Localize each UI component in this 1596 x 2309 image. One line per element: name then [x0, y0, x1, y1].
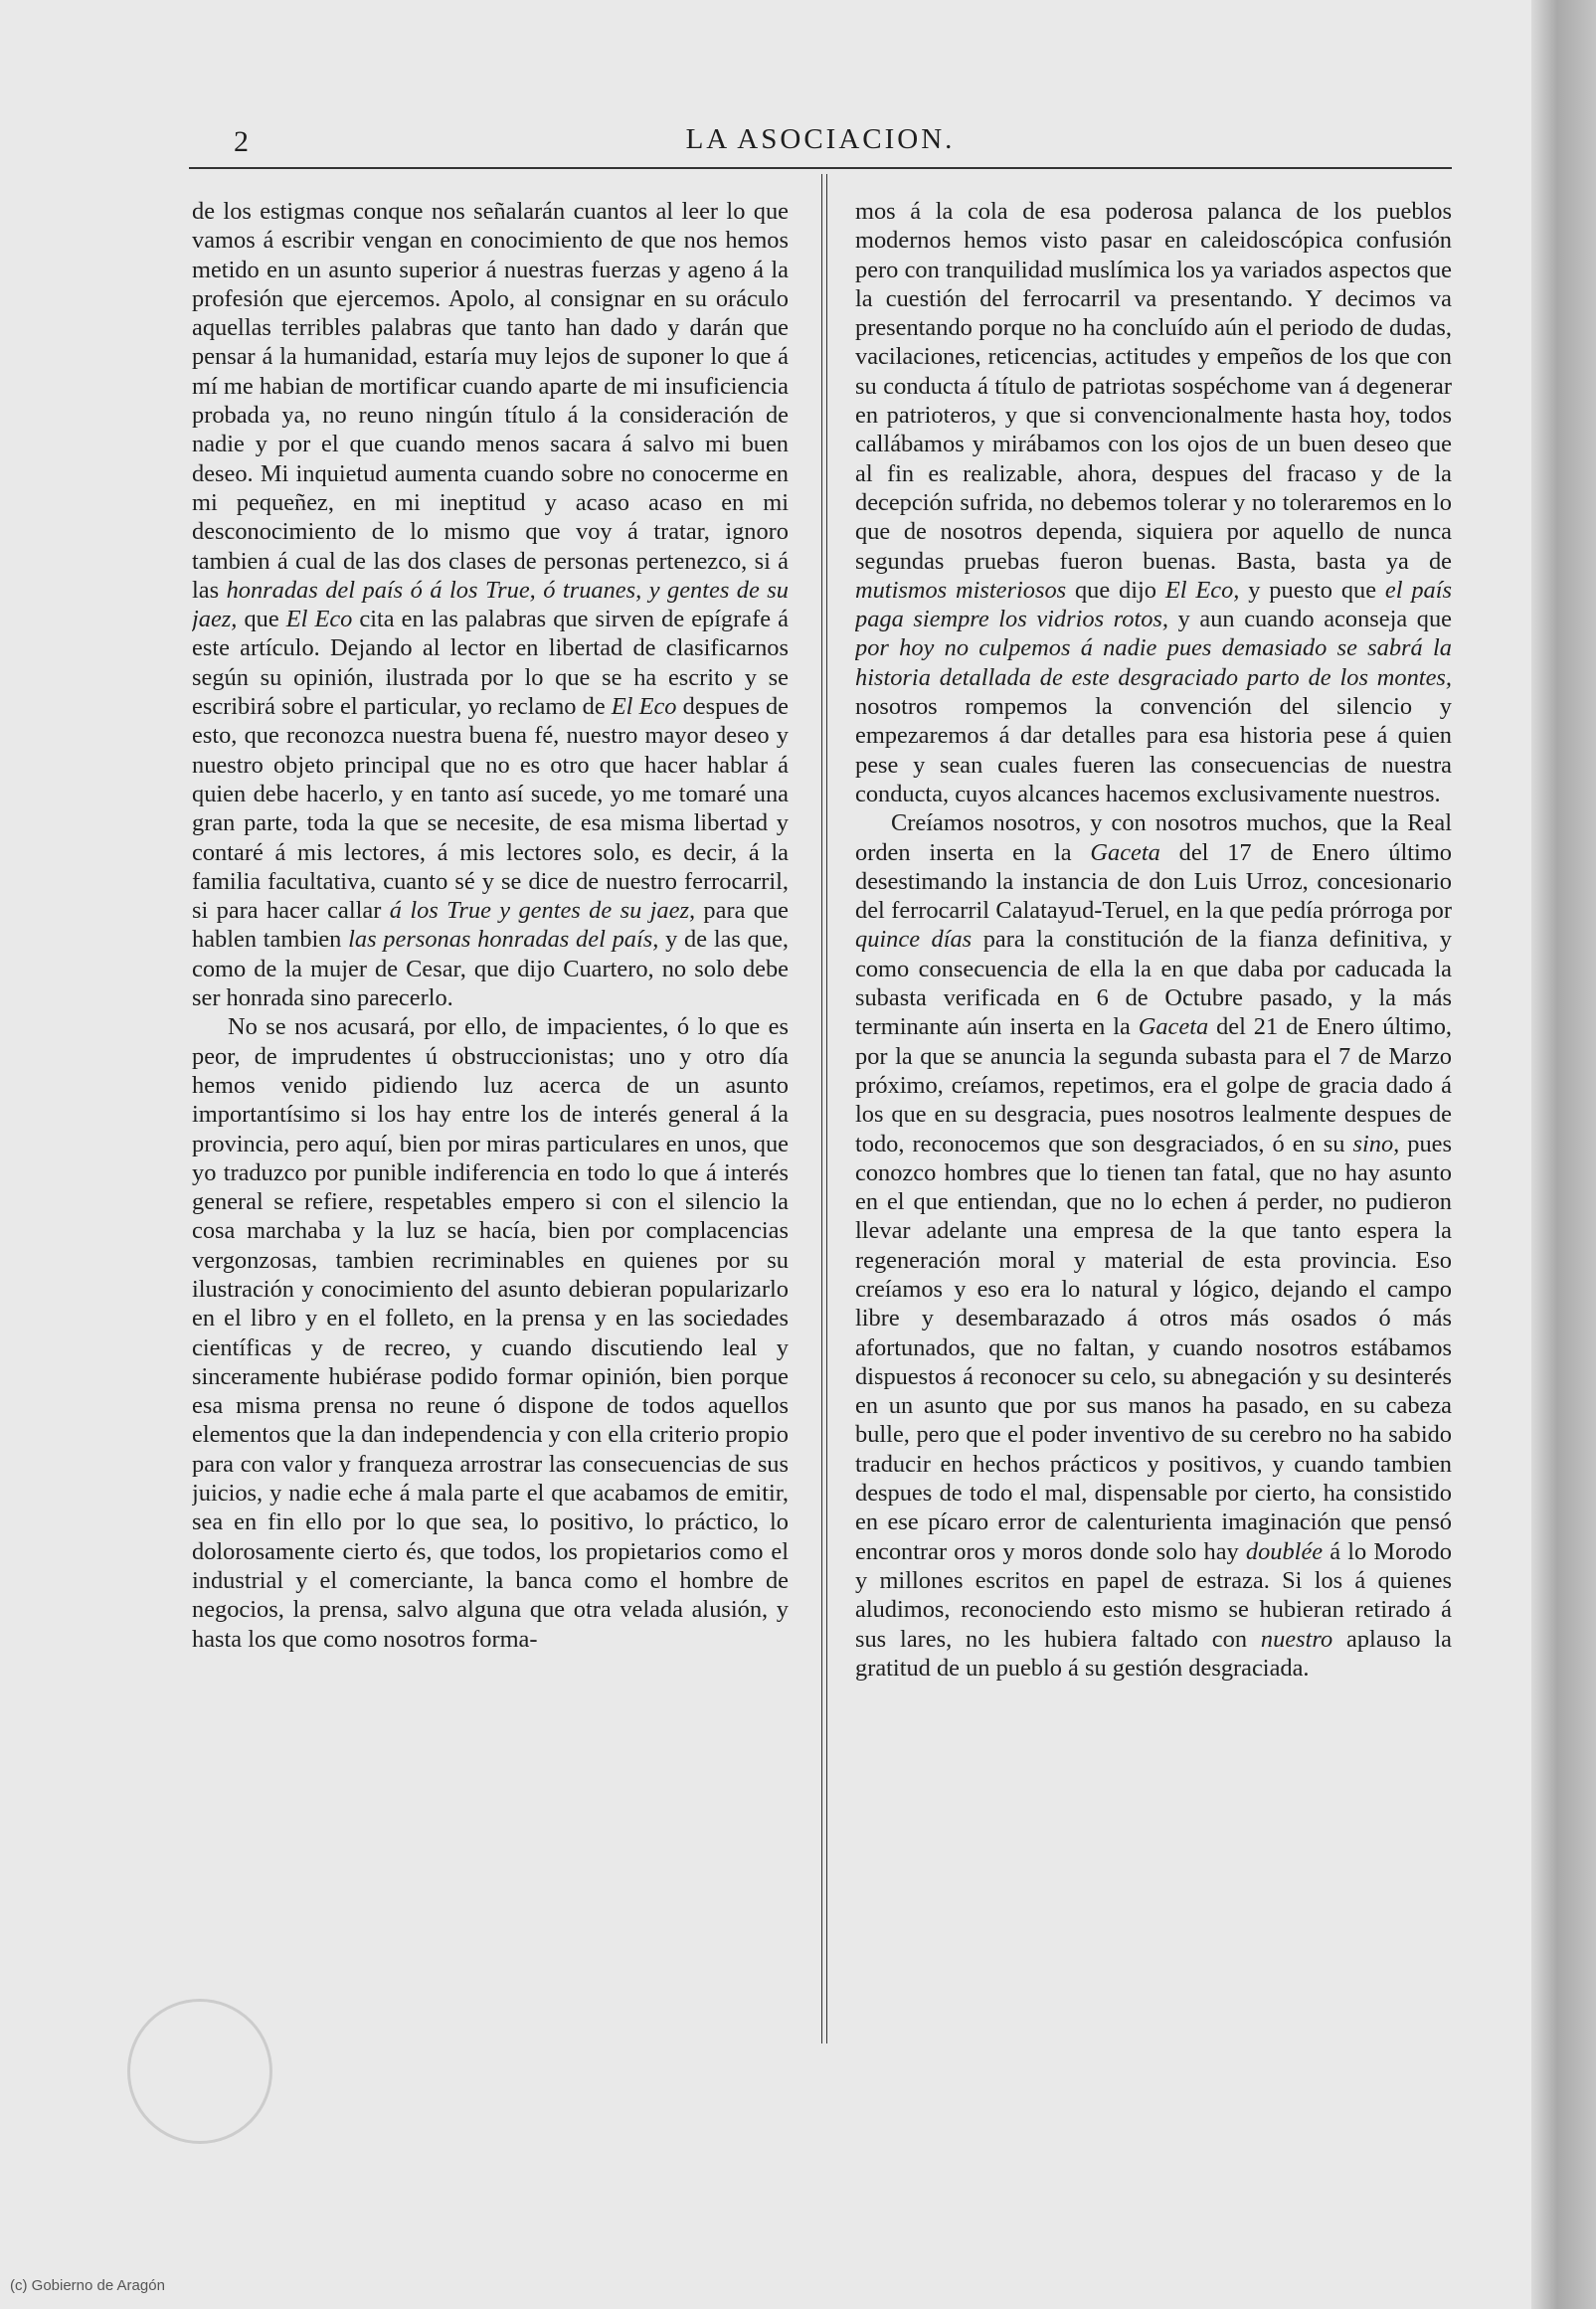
- right-paragraph-2: Creíamos nosotros, y con nosotros muchos, que la Real orden inserta en la Gaceta del 17 de Enero último desestimando la instancia de don Luis Urroz, concesionario del ferrocarril Calatayud-Teruel, en la que pedía prórroga por quince días para la constitución de la fianza definitiva, y como consecuencia de ella la en que daba por caducada la subasta verificada en 6 de Octubre pasado, y la más terminante aún inserta en la Gaceta del 21 de Enero último, por la que se anuncia la segunda subasta para el 7 de Marzo próximo, creíamos, repetimos, era el golpe de gracia dado á los que en su desgracia, pues nosotros lealmente despues de todo, reconocemos que son desgraciados, ó en su sino, pues conozco hombres que lo tienen tan fatal, que no hay asunto en el que entiendan, que no lo echen á perder, no pudieron llevar adelante una empresa de la que tanto espera la regeneración moral y material de esta provincia. Eso creíamos y eso era lo natural y lógico, dejando el campo libre y desembarazado á otros más osados ó más afortunados, que no faltan, y cuando nosotros estábamos dispuestos á reconocer su celo, su abnegación y su desinterés en un asunto que por sus manos ha pasado, en su cabeza bulle, pero que el poder inventivo de su cerebro no ha sabido traducir en hechos prácticos y positivos, y cuando tambien despues de todo el mal, dispensable por cierto, ha consistido en ese pícaro error de calenturienta imaginación que pensó encontrar oros y moros donde solo hay doublée á lo Morodo y millones escritos en papel de estraza. Si los á quienes aludimos, reconociendo esto mismo se hubieran retirado á sus lares, no les hubiera faltado con nuestro aplauso la gratitud de un pueblo á su gestión desgraciada.: [855, 809, 1452, 1682]
- running-title: LA ASOCIACION.: [685, 123, 956, 155]
- library-stamp: [127, 1999, 272, 2144]
- column-divider: [821, 174, 827, 2043]
- copyright-notice: (c) Gobierno de Aragón: [10, 2277, 165, 2294]
- right-paragraph-1: mos á la cola de esa poderosa palanca de los pueblos modernos hemos visto pasar en caleidoscópica confusión pero con tranquilidad muslímica los ya variados aspectos que la cuestión del ferrocarril va presentando. Y decimos va presentando porque no ha concluído aún el periodo de dudas, vacilaciones, reticencias, actitudes y empeños de los que con su conducta á título de patriotas sospéchome van á degenerar en patrioteros, y que si convencionalmente hasta hoy, todos callábamos y mirábamos con los ojos de un buen deseo que al fin es realizable, ahora, despues del fracaso y de la decepción sufrida, no debemos tolerar y no toleraremos en lo que de nosotros dependa, siquiera por aquello de nunca segundas pruebas fueron buenas. Basta, basta ya de mutismos misteriosos que dijo El Eco, y puesto que el país paga siempre los vidrios rotos, y aun cuando aconseja que por hoy no culpemos á nadie pues demasiado se sabrá la historia detallada de este desgraciado parto de los montes, nosotros rompemos la convención del silencio y empezaremos á dar detalles para esa historia pese á quien pese y sean cuales fueren las consecuencias de nuestra conducta, cuyos alcances hacemos exclusivamente nuestros.: [855, 198, 1452, 807]
- page-edge: [1531, 0, 1596, 2309]
- left-column: [192, 197, 789, 2046]
- left-paragraph-1: de los estigmas conque nos señalarán cuantos al leer lo que vamos á escribir vengan en conocimiento de que nos hemos metido en un asunto superior á nuestras fuerzas y ageno á la profesión que ejercemos. Apolo, al consignar en su oráculo aquellas terribles palabras que tanto han dado y darán que pensar á la humanidad, estaría muy lejos de suponer lo que á mí me habian de mortificar cuando aparte de mi insuficiencia probada ya, no reuno ningún título á la consideración de nadie y por el que cuando menos sacara á salvo mi buen deseo. Mi inquietud aumenta cuando sobre no conocerme en mi pequeñez, en mi ineptitud y acaso acaso en mi desconocimiento de lo mismo que voy á tratar, ignoro tambien á cual de las dos clases de personas pertenezco, si á las honradas del país ó á los True, ó truanes, y gentes de su jaez, que El Eco cita en las palabras que sirven de epígrafe á este artículo. Dejando al lector en libertad de clasificarnos según su opinión, ilustrada por lo que se ha escrito y se escribirá sobre el particular, yo reclamo de El Eco despues de esto, que reconozca nuestra buena fé, nuestro mayor deseo y nuestro objeto principal que no es otro que hacer hablar á quien debe hacerlo, y en tanto así sucede, yo me tomaré una gran parte, toda la que se necesite, de esa misma libertad y contaré á mis lectores, á mis lectores solo, es decir, á la familia facultativa, cuanto sé y se dice de nuestro ferrocarril, si para hacer callar á los True y gentes de su jaez, para que hablen tambien las personas honradas del país, y de las que, como de la mujer de Cesar, que dijo Cuartero, no solo debe ser honrada sino parecerlo.: [192, 198, 789, 1012]
- page-header: [189, 117, 1452, 169]
- right-column: [855, 197, 1452, 2046]
- page-number: 2: [234, 125, 249, 158]
- left-paragraph-2: No se nos acusará, por ello, de impacientes, ó lo que es peor, de imprudentes ú obstruccionistas; uno y otro día hemos venido pidiendo luz acerca de un asunto importantísimo si los hay entre los de interés general á la provincia, pero aquí, bien por miras particulares en unos, que yo traduzco por punible indiferencia en todo lo que á interés general se refiere, respetables empero si con el silencio la cosa marchaba y la luz se hacía, bien por complacencias vergonzosas, tambien recriminables en quienes por su ilustración y conocimiento del asunto debieran popularizarlo en el libro y en el folleto, en la prensa y en las sociedades científicas y de recreo, y cuando discutiendo leal y sinceramente hubiérase podido formar opinión, bien porque esa misma prensa no reune ó dispone de todos aquellos elementos que la dan independencia y con ella criterio propio para con valor y franqueza arrostrar las consecuencias de sus juicios, y nadie eche á mala parte el que acabamos de emitir, sea en fin ello por lo que sea, lo positivo, lo práctico, lo dolorosamente cierto és, que todos, los propietarios como el industrial y el comerciante, la banca como el hombre de negocios, la prensa, salvo alguna que otra velada alusión, y hasta los que como nosotros forma-: [192, 1013, 789, 1653]
